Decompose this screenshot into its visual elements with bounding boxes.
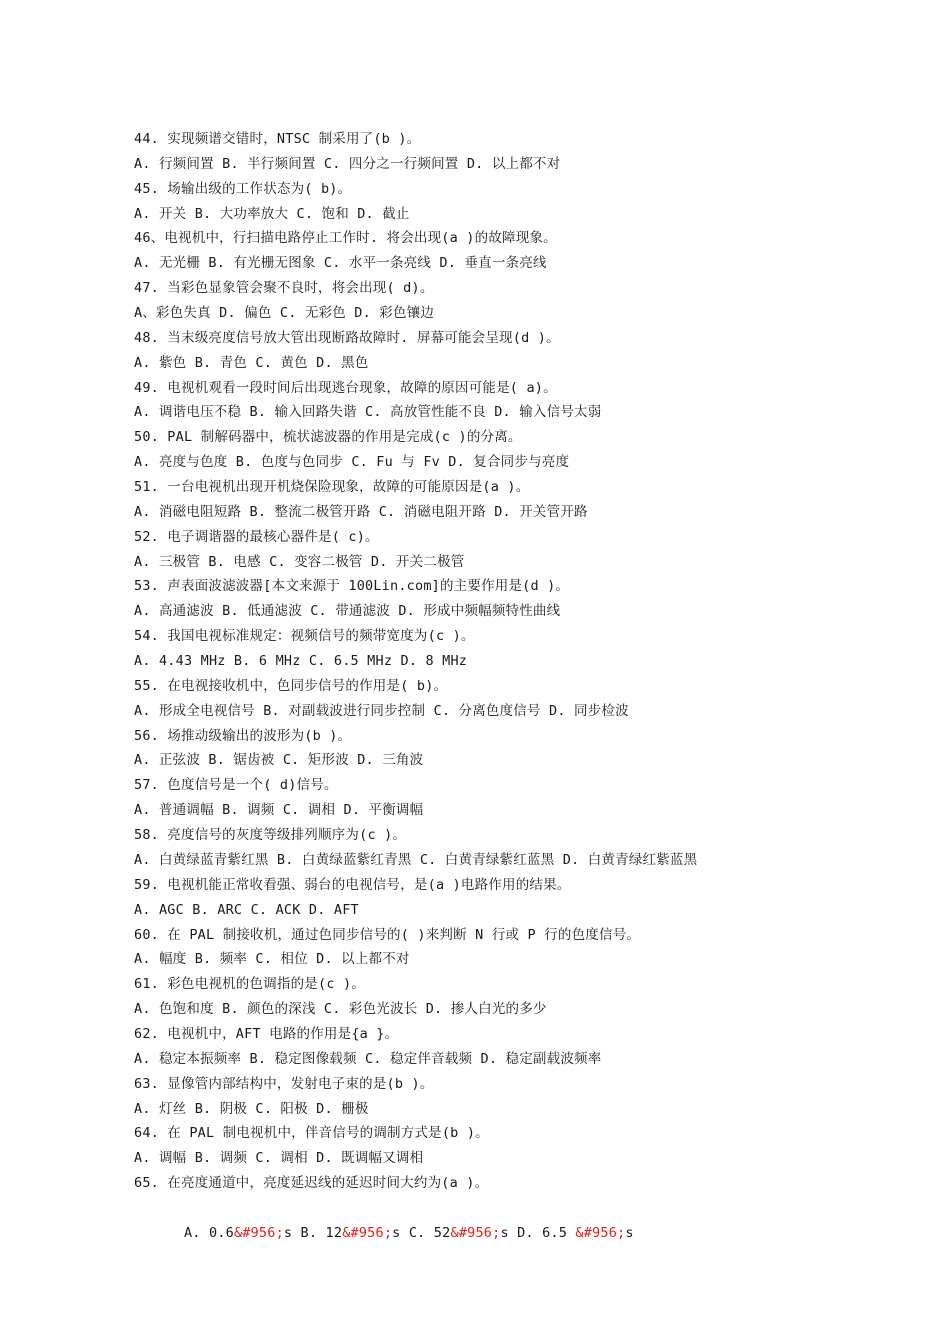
question-52: 52. 电子调谐器的最核心器件是( c)。 [134,528,379,545]
question-58: 58. 亮度信号的灰度等级排列顺序为(c )。 [134,827,407,844]
options-48: A. 紫色 B. 青色 C. 黄色 D. 黑色 [134,354,369,371]
question-44: 44. 实现频谱交错时，NTSC 制采用了(b )。 [134,131,421,147]
option-text: A. 0.6 [183,1224,234,1241]
html-entity-text: &#956; [575,1224,626,1241]
question-49: 49. 电视机观看一段时间后出现逃台现象，故障的原因可能是( a)。 [134,379,557,396]
options-53: A. 高通滤波 B. 低通滤波 C. 带通滤波 D. 形成中频幅频特性曲线 [134,603,561,620]
question-54: 54. 我国电视标准规定：视频信号的频带宽度为(c )。 [134,628,475,645]
question-63: 63. 显像管内部结构中，发射电子束的是(b )。 [134,1075,434,1092]
option-text: s B. 12 [283,1224,343,1241]
question-53: 53. 声表面波滤波器[本文来源于 100Lin.com]的主要作用是(d )。 [134,578,570,595]
question-45: 45. 场输出级的工作状态为( b)。 [134,180,352,197]
question-59: 59. 电视机能正常收看强、弱台的电视信号，是(a )电路作用的结果。 [134,876,571,893]
options-62: A. 稳定本振频率 B. 稳定图像载频 C. 稳定伴音载频 D. 稳定副载波频率 [134,1050,602,1067]
options-58: A. 白黄绿蓝青紫红黑 B. 白黄绿蓝紫红青黑 C. 白黄青绿紫红蓝黑 D. 白黄青绿红紫蓝黑 [134,851,698,868]
question-61: 61. 彩色电视机的色调指的是(c )。 [134,976,366,993]
options-50: A. 亮度与色度 B. 色度与色同步 C. Fu 与 Fv D. 复合同步与亮度 [134,454,570,471]
html-entity-text: &#956; [342,1224,393,1241]
options-49: A. 调谐电压不稳 B. 输入回路失谐 C. 高放管性能不良 D. 输入信号太弱 [134,404,602,421]
question-50: 50. PAL 制解码器中，梳状滤波器的作用是完成(c )的分离。 [134,429,522,446]
options-44: A. 行频间置 B. 半行频间置 C. 四分之一行频间置 D. 以上都不对 [134,155,561,172]
question-65: 65. 在亮度通道中，亮度延迟线的延迟时间大约为(a )。 [134,1175,489,1192]
options-55: A. 形成全电视信号 B. 对副载波进行同步控制 C. 分离色度信号 D. 同步检波 [134,702,629,719]
question-47: 47. 当彩色显象管会聚不良时，将会出现( d)。 [134,280,434,297]
question-46: 46、电视机中，行扫描电路停止工作时. 将会出现(a )的故障现象。 [134,230,557,247]
question-62: 62. 电视机中，AFT 电路的作用是{a }。 [134,1025,399,1042]
options-65 [134,1196,894,1241]
options-60: A. 幅度 B. 频率 C. 相位 D. 以上都不对 [134,951,410,968]
options-57: A. 普通调幅 B. 调频 C. 调相 D. 平衡调幅 [134,802,424,819]
question-64: 64. 在 PAL 制电视机中，伴音信号的调制方式是(b )。 [134,1125,489,1142]
question-list [134,127,894,1241]
options-59: A. AGC B. ARC C. ACK D. AFT [134,901,359,918]
question-51: 51. 一台电视机出现开机烧保险现象，故障的可能原因是(a )。 [134,479,530,496]
option-text: s C. 52 [392,1224,451,1241]
question-55: 55. 在电视接收机中，色同步信号的作用是( b)。 [134,677,448,694]
options-45: A. 开关 B. 大功率放大 C. 饱和 D. 截止 [134,205,410,222]
question-48: 48. 当末级亮度信号放大管出现断路故障时. 屏幕可能会呈现(d )。 [134,329,560,346]
option-text: s [625,1224,634,1241]
question-57: 57. 色度信号是一个( d)信号。 [134,777,338,794]
options-52: A. 三极管 B. 电感 C. 变容二极管 D. 开关二极管 [134,553,465,570]
options-64: A. 调幅 B. 调频 C. 调相 D. 既调幅又调相 [134,1150,424,1167]
option-text: s D. 6.5 [500,1224,576,1241]
options-63: A. 灯丝 B. 阴极 C. 阳极 D. 栅极 [134,1100,369,1117]
question-56: 56. 场推动级输出的波形为(b )。 [134,727,352,744]
html-entity-text: &#956; [233,1224,284,1241]
options-56: A. 正弦波 B. 锯齿被 C. 矩形波 D. 三角波 [134,752,424,769]
options-46: A. 无光栅 B. 有光栅无图象 C. 水平一条亮线 D. 垂直一条亮线 [134,255,547,272]
options-51: A. 消磁电阻短路 B. 整流二极管开路 C. 消磁电阻开路 D. 开关管开路 [134,503,588,520]
question-60: 60. 在 PAL 制接收机，通过色同步信号的( )来判断 N 行或 P 行的色度信号。 [134,926,641,943]
options-47: A、彩色失真 D. 偏色 C. 无彩色 D. 彩色镶边 [134,305,435,322]
options-54: A. 4.43 MHz B. 6 MHz C. 6.5 MHz D. 8 MHz [134,653,468,670]
options-61: A. 色饱和度 B. 颜色的深浅 C. 彩色光波长 D. 掺人白光的多少 [134,1001,547,1018]
html-entity-text: &#956; [450,1224,501,1241]
